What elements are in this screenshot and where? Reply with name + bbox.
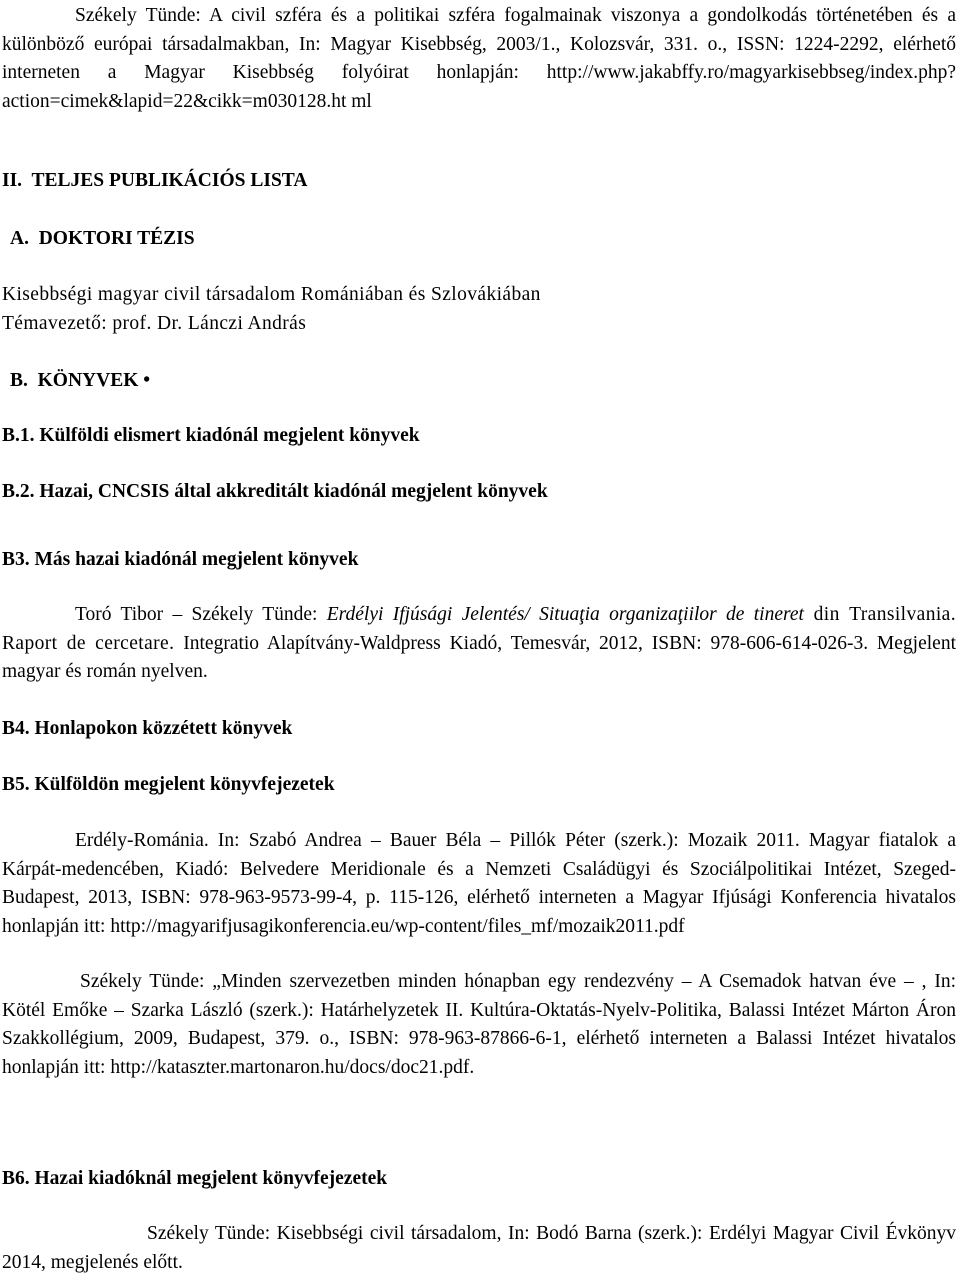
heading-doktori-tezis xyxy=(10,226,956,252)
heading-number: A. xyxy=(10,228,29,249)
heading-title: DOKTORI TÉZIS xyxy=(38,228,195,249)
heading-title: KÖNYVEK • xyxy=(37,370,151,391)
b5-entry-mozaik: Erdély-Románia. In: Szabó Andrea – Bauer Béla – Pillók Péter (szerk.): Mozaik 2011. Magyar fiatalok a Kárpát-medencében, Kiadó: Belvedere Meridionale és a Nemzeti Családügyi és Szociálpolitikai Intézet, Szeged-Budapest, 2013, ISBN: 978-963-9573-99-4, p. 115-126, elérhető interneten a Magyar Ifjúsági Konferencia hivatalos honlapján itt: http://magyarifjusagikonferencia.eu/wp-content/files_mf/mozaik2011.pdf xyxy=(2,830,956,937)
heading-title: TELJES PUBLIKÁCIÓS LISTA xyxy=(31,170,308,191)
b3-entry xyxy=(2,601,956,687)
heading-b6: B6. Hazai kiadóknál megjelent könyvfejezetek xyxy=(2,1168,388,1189)
reference-civil-szfera: Székely Tünde: A civil szféra és a politikai szféra fogalmainak viszonya a gondolkodás történetében és a különböző európai társadalmakban, In: Magyar Kisebbség, 2003/1., Kolozsvár, 331. o., ISSN: 1224-2292, elérhető interneten a Magyar Kisebbség folyóirat honlapján: http://www.jakabffy.ro/magyarkisebbseg/index.php?action=cimek&lapid=22&cikk=m030128.ht ml xyxy=(2,5,956,112)
b5-entry-csemadok: Székely Tünde: „Minden szervezetben minden hónapban egy rendezvény – A Csemadok hatvan éve – , In: Kötél Emőke – Szarka László (szerk.): Határhelyzetek II. Kultúra-Oktatás-Nyelv-Politika, Balassi Intézet Márton Áron Szakkollégium, 2009, Budapest, 379. o., ISBN: 978-963-87866-6-1, elérhető interneten a Balassi Intézet hivatalos honlapján itt: http://kataszter.martonaron.hu/docs/doc21.pdf. xyxy=(2,971,956,1078)
b3-entry-title: Erdélyi Ifjúsági Jelentés/ Situaţia organizaţiilor de tineret xyxy=(326,604,804,625)
b3-entry-subtitle: din Transilvania. Raport de cercetare. xyxy=(2,604,956,654)
b6-entry-civil-evkonyv: Székely Tünde: Kisebbségi civil társadalom, In: Bodó Barna (szerk.): Erdélyi Magyar Civil Évkönyv 2014, megjelenés előtt. xyxy=(2,1223,956,1273)
heading-b5: B5. Külföldön megjelent könyvfejezetek xyxy=(2,774,335,795)
thesis-supervisor: Témavezető: prof. Dr. Lánczi András xyxy=(2,313,307,334)
heading-konyvek xyxy=(10,368,956,394)
heading-b2: B.2. Hazai, CNCSIS által akkreditált kiadónál megjelent könyvek xyxy=(2,481,548,502)
heading-number: II. xyxy=(2,170,23,191)
heading-b4: B4. Honlapokon közzétett könyvek xyxy=(2,718,293,739)
heading-b1: B.1. Külföldi elismert kiadónál megjelent könyvek xyxy=(2,425,420,446)
thesis-title: Kisebbségi magyar civil társadalom Romániában és Szlovákiában xyxy=(2,284,541,305)
b3-entry-authors: Toró Tibor – Székely Tünde: xyxy=(75,604,327,625)
b3-entry-publisher: Integratio Alapítvány-Waldpress Kiadó, Temesvár, 2012, ISBN: 978-606-614-026-3. Megjelent magyar és román nyelven. xyxy=(2,632,956,682)
heading-teljes-publikacios-lista xyxy=(2,168,956,194)
heading-number: B. xyxy=(10,370,28,391)
heading-b3: B3. Más hazai kiadónál megjelent könyvek xyxy=(2,549,359,570)
